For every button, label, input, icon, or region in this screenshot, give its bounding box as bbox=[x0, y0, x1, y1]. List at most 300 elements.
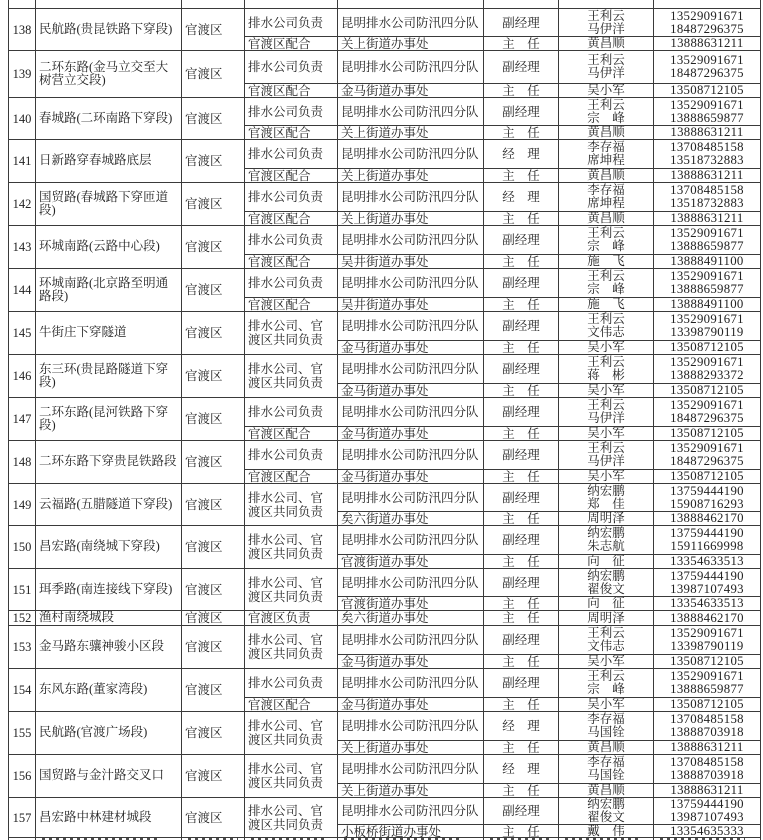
contact-name: 吴小军 bbox=[587, 384, 625, 397]
phone-number: 15911669998 bbox=[670, 539, 744, 553]
phone-number: 13888293372 bbox=[670, 368, 744, 382]
title-cell: 主 任 bbox=[483, 169, 558, 182]
names-cell-stack bbox=[559, 597, 653, 610]
row-sub-block bbox=[244, 9, 760, 50]
phones-cell bbox=[653, 312, 760, 340]
phone-number: 13529091671 bbox=[670, 226, 744, 240]
phone-number: 13888631211 bbox=[670, 126, 744, 139]
names-cell-stack bbox=[559, 612, 653, 625]
phone-number: 13888631211 bbox=[670, 37, 744, 50]
row-number-cell: 147 bbox=[12, 412, 32, 426]
names-cell-stack bbox=[559, 99, 653, 125]
sub-row-primary bbox=[244, 183, 760, 211]
phones-cell bbox=[653, 0, 760, 8]
row-number-cell: 145 bbox=[12, 326, 32, 340]
phone-number: 13888491100 bbox=[670, 255, 744, 268]
row-sub-block bbox=[244, 441, 760, 483]
row-sub-block bbox=[244, 226, 760, 268]
contact-name: 王利云 bbox=[587, 9, 625, 23]
road-name-cell: 民航路(官渡广场段) bbox=[35, 712, 181, 754]
names-cell bbox=[558, 269, 653, 297]
phones-cell bbox=[653, 98, 760, 125]
sub-row-secondary bbox=[244, 83, 760, 97]
row-sub-block bbox=[244, 269, 760, 311]
phones-cell-stack bbox=[654, 555, 760, 568]
sub-row-secondary bbox=[244, 211, 760, 225]
phones-cell-stack bbox=[654, 485, 760, 511]
phone-number: 13888462170 bbox=[670, 512, 744, 525]
phones-cell-stack bbox=[654, 54, 760, 80]
row-number-cell: 141 bbox=[12, 154, 32, 168]
title-cell: 主 任 bbox=[483, 825, 558, 838]
phones-cell-stack bbox=[654, 442, 760, 468]
phones-cell-stack bbox=[654, 126, 760, 139]
row-sub-block bbox=[244, 398, 760, 440]
sub-row-secondary bbox=[244, 125, 760, 139]
sub-row-secondary bbox=[244, 697, 760, 711]
org-cell: 矣六街道办事处 bbox=[337, 512, 483, 525]
sub-row-secondary bbox=[337, 596, 760, 610]
phones-cell-stack bbox=[654, 784, 760, 797]
duty-cell: 官渡区配合 bbox=[244, 298, 337, 311]
phone-number: 15908716293 bbox=[670, 496, 744, 511]
phones-cell bbox=[653, 84, 760, 97]
phone-number: 13888631211 bbox=[670, 212, 744, 225]
contact-name: 纳宏鹏 bbox=[587, 798, 625, 811]
sub-row-primary bbox=[244, 51, 760, 83]
phones-cell-stack bbox=[654, 37, 760, 50]
row-sub-block bbox=[244, 140, 760, 182]
row-sub-block bbox=[337, 569, 760, 610]
phone-number: 13398790119 bbox=[670, 639, 744, 653]
duty-cell: 官渡区配合 bbox=[244, 126, 337, 139]
contact-name: 黄昌顺 bbox=[587, 169, 625, 182]
row-number-cell: 143 bbox=[12, 240, 32, 254]
phones-cell bbox=[653, 51, 760, 83]
org-cell: 昆明排水公司防汛四分队 bbox=[337, 51, 483, 83]
phones-cell bbox=[653, 398, 760, 426]
org-cell: 关上街道办事处 bbox=[337, 169, 483, 182]
names-cell bbox=[558, 98, 653, 125]
phones-cell-stack bbox=[654, 84, 760, 97]
phones-cell bbox=[653, 9, 760, 36]
org-cell: 官渡街道办事处 bbox=[337, 597, 483, 610]
duty-cell: 排水公司负责 bbox=[244, 398, 337, 426]
contact-name: 王利云 bbox=[587, 669, 625, 683]
contact-name: 周明泽 bbox=[587, 611, 625, 625]
phones-cell bbox=[653, 169, 760, 182]
duty-cell: 官渡区配合 bbox=[244, 698, 337, 711]
duty-cell: 排水公司负责 bbox=[244, 9, 337, 36]
contact-name: 文伟志 bbox=[587, 325, 625, 339]
sub-row-primary bbox=[244, 98, 760, 125]
sub-row-primary bbox=[337, 569, 760, 596]
names-cell-stack bbox=[559, 255, 653, 268]
names-cell bbox=[558, 512, 653, 525]
names-cell-stack bbox=[559, 555, 653, 568]
contact-name: 李存福 bbox=[587, 183, 625, 197]
phone-number: 18487296375 bbox=[670, 411, 744, 425]
row-sub-block bbox=[337, 526, 760, 568]
phone-number: 13888631211 bbox=[670, 169, 744, 182]
phone-number: 13888659877 bbox=[670, 282, 744, 296]
title-cell: 经 理 bbox=[483, 183, 558, 211]
district-cell: 官渡区 bbox=[181, 98, 244, 139]
phone-number: 13529091671 bbox=[670, 9, 744, 23]
contact-name: 郑 佳 bbox=[587, 496, 625, 511]
road-name-cell: 昌宏路中林建材城段 bbox=[35, 798, 181, 837]
phones-cell bbox=[653, 484, 760, 511]
contact-name: 吴小军 bbox=[587, 698, 625, 711]
road-name-cell: 云福路(五腊隧道下穿段) bbox=[35, 484, 181, 525]
org-cell: 昆明排水公司防汛四分队 bbox=[337, 626, 483, 654]
names-cell-stack bbox=[559, 184, 653, 210]
names-cell-stack bbox=[559, 10, 653, 36]
names-cell-stack bbox=[559, 512, 653, 525]
table-row bbox=[9, 625, 760, 668]
names-cell bbox=[558, 226, 653, 254]
row-sub-block bbox=[244, 669, 760, 711]
title-cell: 主 任 bbox=[483, 212, 558, 225]
names-cell bbox=[558, 126, 653, 139]
title-cell: 主 任 bbox=[483, 655, 558, 668]
duty-cell: 排水公司、官渡区共同负责 bbox=[244, 755, 337, 797]
phones-cell-stack bbox=[654, 427, 760, 440]
org-cell: 昆明排水公司防汛四分队 bbox=[337, 355, 483, 383]
phones-cell-stack bbox=[654, 470, 760, 483]
title-cell bbox=[483, 0, 558, 8]
table-row bbox=[9, 8, 760, 50]
sub-row-secondary bbox=[244, 254, 760, 268]
sub-row-primary bbox=[244, 441, 760, 469]
sub-row-secondary bbox=[337, 383, 760, 397]
phones-cell bbox=[653, 427, 760, 440]
org-cell: 昆明排水公司防汛四分队 bbox=[337, 569, 483, 596]
names-cell-stack bbox=[559, 270, 653, 296]
org-cell: 官渡街道办事处 bbox=[337, 555, 483, 568]
names-cell-stack bbox=[559, 356, 653, 382]
names-cell-stack bbox=[559, 169, 653, 182]
phone-number: 18487296375 bbox=[670, 21, 744, 36]
sub-row-secondary bbox=[244, 469, 760, 483]
contact-name: 吴小军 bbox=[587, 427, 625, 440]
phones-cell-stack bbox=[654, 825, 760, 838]
phones-cell bbox=[653, 597, 760, 610]
phone-number: 13759444190 bbox=[670, 484, 744, 498]
table-row bbox=[9, 525, 760, 568]
contact-name: 王利云 bbox=[587, 626, 625, 640]
duty-cell: 排水公司、官渡区共同负责 bbox=[244, 312, 337, 354]
phones-cell bbox=[653, 298, 760, 311]
names-cell bbox=[558, 611, 653, 625]
title-cell: 经 理 bbox=[483, 755, 558, 783]
row-number-cell: 156 bbox=[12, 769, 32, 783]
org-cell: 关上街道办事处 bbox=[337, 741, 483, 754]
sub-row-primary bbox=[337, 798, 760, 824]
title-cell: 主 任 bbox=[483, 611, 558, 625]
contact-name: 吴小军 bbox=[587, 84, 625, 97]
title-cell: 副经理 bbox=[483, 226, 558, 254]
phone-number: 13529091671 bbox=[670, 669, 744, 683]
contact-name: 宗 峰 bbox=[587, 239, 625, 253]
phones-cell bbox=[653, 212, 760, 225]
org-cell: 矣六街道办事处 bbox=[337, 611, 483, 625]
table-row bbox=[9, 182, 760, 225]
road-name-cell bbox=[35, 0, 181, 8]
duty-cell: 官渡区配合 bbox=[244, 37, 337, 50]
contact-name: 李存福 bbox=[587, 140, 625, 154]
title-cell: 副经理 bbox=[483, 98, 558, 125]
title-cell: 主 任 bbox=[483, 84, 558, 97]
row-sub-block bbox=[337, 626, 760, 668]
title-cell: 主 任 bbox=[483, 255, 558, 268]
names-cell-stack bbox=[559, 825, 653, 838]
phone-number: 13888462170 bbox=[670, 611, 744, 625]
title-cell: 主 任 bbox=[483, 555, 558, 568]
duty-cell: 排水公司负责 bbox=[244, 269, 337, 297]
title-cell: 副经理 bbox=[483, 355, 558, 383]
phone-number: 13508712105 bbox=[670, 84, 744, 97]
phones-cell bbox=[653, 355, 760, 383]
phone-number: 13508712105 bbox=[670, 427, 744, 440]
contact-name: 黄昌顺 bbox=[587, 784, 625, 797]
phones-cell-stack bbox=[654, 341, 760, 354]
row-number-cell: 150 bbox=[12, 540, 32, 554]
phones-cell bbox=[653, 798, 760, 824]
contact-name: 吴小军 bbox=[587, 341, 625, 354]
road-name-cell: 环城南路(云路中心段) bbox=[35, 226, 181, 268]
org-cell: 昆明排水公司防汛四分队 bbox=[337, 669, 483, 697]
names-cell-stack bbox=[559, 313, 653, 339]
table-row bbox=[9, 311, 760, 354]
contact-name: 黄昌顺 bbox=[587, 37, 625, 50]
phone-number: 13759444190 bbox=[670, 526, 744, 540]
contact-name: 黄昌顺 bbox=[587, 741, 625, 754]
row-number-cell: 138 bbox=[12, 22, 32, 37]
phone-number: 13888631211 bbox=[670, 784, 744, 797]
phone-number: 13508712105 bbox=[670, 655, 744, 668]
road-name-cell: 民航路(贵昆铁路下穿段) bbox=[35, 9, 181, 50]
row-number-cell: 155 bbox=[12, 726, 32, 740]
sub-row-secondary bbox=[337, 654, 760, 668]
contact-name: 王利云 bbox=[587, 312, 625, 326]
duty-cell: 排水公司负责 bbox=[244, 140, 337, 168]
duty-cell: 排水公司负责 bbox=[244, 51, 337, 83]
sub-row-primary bbox=[337, 355, 760, 383]
row-number-cell bbox=[9, 0, 35, 8]
phones-cell-stack bbox=[654, 99, 760, 125]
phones-cell bbox=[653, 712, 760, 740]
phone-number: 13508712105 bbox=[670, 384, 744, 397]
org-cell: 昆明排水公司防汛四分队 bbox=[337, 441, 483, 469]
phones-cell bbox=[653, 569, 760, 596]
names-cell-stack bbox=[559, 341, 653, 354]
road-name-cell: 牛街庄下穿隧道 bbox=[35, 312, 181, 354]
row-number-cell: 146 bbox=[12, 369, 32, 383]
phone-number: 13529091671 bbox=[670, 398, 744, 412]
phone-number: 13759444190 bbox=[670, 798, 744, 811]
org-cell: 金马街道办事处 bbox=[337, 698, 483, 711]
contact-name: 吴小军 bbox=[587, 470, 625, 483]
names-cell bbox=[558, 84, 653, 97]
district-cell: 官渡区 bbox=[181, 355, 244, 397]
table-row bbox=[9, 797, 760, 837]
contact-name: 翟俊文 bbox=[587, 810, 625, 824]
names-cell bbox=[558, 669, 653, 697]
contact-name: 向 征 bbox=[587, 597, 625, 610]
contact-name: 宗 峰 bbox=[587, 110, 625, 125]
phone-number: 13529091671 bbox=[670, 53, 744, 67]
district-cell: 官渡区 bbox=[181, 484, 244, 525]
road-name-cell: 国贸路(春城路下穿匝道段) bbox=[35, 183, 181, 225]
row-number-cell: 153 bbox=[12, 640, 32, 654]
names-cell bbox=[558, 212, 653, 225]
names-cell-stack bbox=[559, 399, 653, 425]
contact-name: 周明泽 bbox=[587, 512, 625, 525]
phones-cell bbox=[653, 825, 760, 838]
road-name-cell: 春城路(二环南路下穿段) bbox=[35, 98, 181, 139]
road-name-cell: 国贸路与金汁路交叉口 bbox=[35, 755, 181, 797]
sub-row-secondary bbox=[337, 554, 760, 568]
names-cell bbox=[558, 384, 653, 397]
table-row bbox=[9, 610, 760, 625]
phone-number: 13529091671 bbox=[670, 98, 744, 112]
duty-cell: 官渡区配合 bbox=[244, 169, 337, 182]
title-cell: 主 任 bbox=[483, 784, 558, 797]
table-row bbox=[9, 754, 760, 797]
contact-name: 翟俊文 bbox=[587, 581, 625, 596]
org-cell: 昆明排水公司防汛四分队 bbox=[337, 269, 483, 297]
names-cell-stack bbox=[559, 54, 653, 80]
org-cell: 金马街道办事处 bbox=[337, 84, 483, 97]
names-cell bbox=[558, 51, 653, 83]
district-cell: 官渡区 bbox=[181, 312, 244, 354]
names-cell bbox=[558, 569, 653, 596]
org-cell: 吴井街道办事处 bbox=[337, 255, 483, 268]
names-cell bbox=[558, 37, 653, 50]
title-cell: 副经理 bbox=[483, 51, 558, 83]
phones-cell-stack bbox=[654, 627, 760, 653]
phones-cell-stack bbox=[654, 698, 760, 711]
phones-cell bbox=[653, 755, 760, 783]
phones-cell bbox=[653, 669, 760, 697]
title-cell: 经 理 bbox=[483, 140, 558, 168]
phones-cell-stack bbox=[654, 713, 760, 739]
duty-cell: 排水公司、官渡区共同负责 bbox=[244, 569, 337, 610]
org-cell: 金马街道办事处 bbox=[337, 655, 483, 668]
phones-cell-stack bbox=[654, 399, 760, 425]
table-row bbox=[9, 711, 760, 754]
contact-name: 马国铨 bbox=[587, 768, 625, 782]
names-cell bbox=[558, 298, 653, 311]
names-cell-stack bbox=[559, 470, 653, 483]
district-cell: 官渡区 bbox=[181, 526, 244, 568]
table-row bbox=[9, 268, 760, 311]
contact-name: 王利云 bbox=[587, 53, 625, 67]
table-row bbox=[9, 568, 760, 610]
org-cell: 昆明排水公司防汛四分队 bbox=[337, 226, 483, 254]
phones-cell bbox=[653, 741, 760, 754]
sub-row-primary bbox=[244, 226, 760, 254]
org-cell: 金马街道办事处 bbox=[337, 427, 483, 440]
org-cell: 金马街道办事处 bbox=[337, 470, 483, 483]
contact-name: 李存福 bbox=[587, 712, 625, 726]
names-cell bbox=[558, 341, 653, 354]
phones-cell bbox=[653, 655, 760, 668]
names-cell-stack bbox=[559, 442, 653, 468]
duty-cell: 官渡区配合 bbox=[244, 427, 337, 440]
names-cell-stack bbox=[559, 37, 653, 50]
duty-cell: 官渡区配合 bbox=[244, 84, 337, 97]
row-number-cell: 148 bbox=[12, 455, 32, 469]
row-number-cell: 154 bbox=[12, 683, 32, 697]
title-cell: 副经理 bbox=[483, 484, 558, 511]
phone-number: 13888491100 bbox=[670, 298, 744, 311]
contact-name: 宗 峰 bbox=[587, 282, 625, 296]
sub-row-secondary bbox=[337, 783, 760, 797]
sub-row-secondary bbox=[337, 511, 760, 525]
contact-name: 黄昌顺 bbox=[587, 126, 625, 139]
names-cell bbox=[558, 741, 653, 754]
phones-cell bbox=[653, 226, 760, 254]
org-cell: 关上街道办事处 bbox=[337, 126, 483, 139]
title-cell: 副经理 bbox=[483, 398, 558, 426]
district-cell: 官渡区 bbox=[181, 569, 244, 610]
contact-name: 纳宏鹏 bbox=[587, 526, 625, 540]
contact-name: 马伊洋 bbox=[587, 454, 625, 468]
phones-cell bbox=[653, 269, 760, 297]
title-cell: 副经理 bbox=[483, 9, 558, 36]
table-row bbox=[9, 483, 760, 525]
phones-cell bbox=[653, 555, 760, 568]
names-cell bbox=[558, 784, 653, 797]
district-cell: 官渡区 bbox=[181, 140, 244, 182]
org-cell: 昆明排水公司防汛四分队 bbox=[337, 312, 483, 340]
sub-row-primary bbox=[337, 755, 760, 783]
phone-number: 13518732883 bbox=[670, 153, 744, 167]
phones-cell-stack bbox=[654, 255, 760, 268]
contact-name: 马伊洋 bbox=[587, 66, 625, 80]
org-cell: 昆明排水公司防汛四分队 bbox=[337, 9, 483, 36]
duty-cell: 官渡区配合 bbox=[244, 255, 337, 268]
district-cell: 官渡区 bbox=[181, 51, 244, 97]
phone-number: 13354633513 bbox=[670, 597, 744, 610]
names-cell bbox=[558, 169, 653, 182]
names-cell-stack bbox=[559, 485, 653, 511]
names-cell-stack bbox=[559, 141, 653, 167]
title-cell: 副经理 bbox=[483, 312, 558, 340]
phone-number: 13888703918 bbox=[670, 725, 744, 739]
names-cell-stack bbox=[559, 527, 653, 553]
duty-cell: 排水公司负责 bbox=[244, 226, 337, 254]
names-cell bbox=[558, 312, 653, 340]
phones-cell bbox=[653, 341, 760, 354]
row-number-cell: 140 bbox=[12, 111, 32, 126]
duty-cell: 排水公司负责 bbox=[244, 669, 337, 697]
sub-row-secondary bbox=[244, 36, 760, 50]
contact-name: 文伟志 bbox=[587, 639, 625, 653]
duty-cell: 排水公司、官渡区共同负责 bbox=[244, 484, 337, 525]
contact-name: 黄昌顺 bbox=[587, 212, 625, 225]
phones-cell bbox=[653, 140, 760, 168]
phones-cell-stack bbox=[654, 313, 760, 339]
road-name-cell: 东风东路(董家湾段) bbox=[35, 669, 181, 711]
names-cell-stack bbox=[559, 670, 653, 696]
sub-row-primary bbox=[244, 669, 760, 697]
org-cell: 昆明排水公司防汛四分队 bbox=[337, 98, 483, 125]
names-cell-stack bbox=[559, 84, 653, 97]
district-cell: 官渡区 bbox=[181, 669, 244, 711]
